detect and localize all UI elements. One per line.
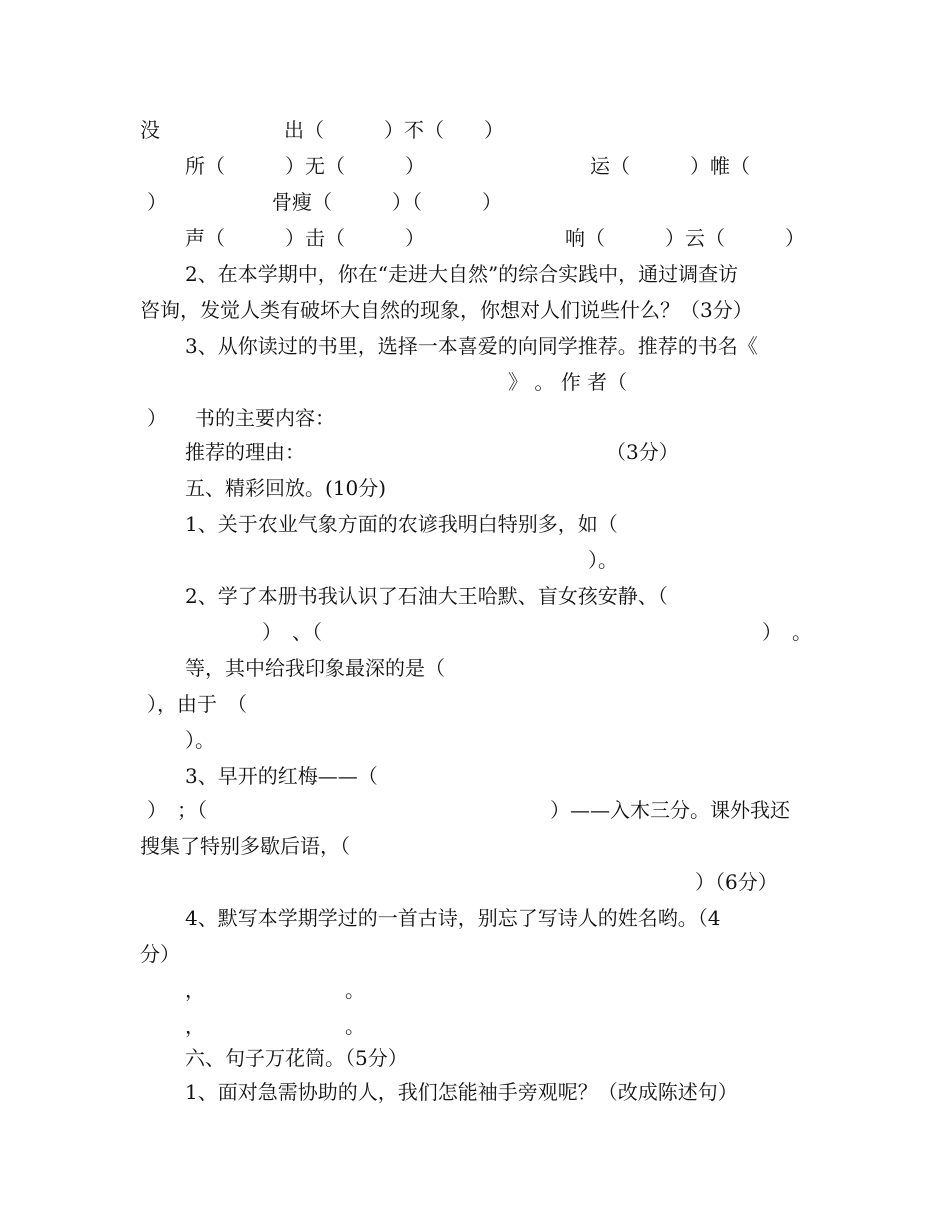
text-line: 分） <box>140 942 180 966</box>
text-line: ） 、（ <box>262 620 322 644</box>
text-line: 声（ ）击（ ） <box>185 226 425 250</box>
text-line: 2、学了本册书我认识了石油大王哈默、盲女孩安静、（ <box>185 584 668 608</box>
text-line: 3、从你读过的书里，选择一本喜爱的向同学推荐。推荐的书名《 <box>185 334 758 358</box>
text-line: 3、早开的红梅——（ <box>185 764 378 788</box>
text-line: 没 <box>140 118 160 142</box>
text-line: 1、关于农业气象方面的农谚我明白特别多，如（ <box>185 512 618 536</box>
text-line: 2、在本学期中，你在“走进大自然”的综合实践中，通过调查访 <box>185 262 739 286</box>
text-line: ）。 <box>588 548 618 572</box>
text-line: 。 <box>345 978 365 1002</box>
text-line: 。 <box>345 1014 365 1038</box>
text-line: ）。 <box>185 728 215 752</box>
text-line: 出（ ）不（ ） <box>284 118 504 142</box>
text-line: （3分） <box>606 440 679 464</box>
text-line: ） 。 <box>762 620 812 644</box>
text-line: 所（ ）无（ ） <box>185 154 425 178</box>
text-line: ） ；（ <box>147 798 207 822</box>
text-line: ）——入木三分。课外我还 <box>550 798 790 822</box>
text-line: 咨询，发觉人类有破坏大自然的现象，你想对人们说些什么？（3分） <box>140 298 753 322</box>
text-line: 4、默写本学期学过的一首古诗，别忘了写诗人的姓名哟。（4 <box>185 906 721 930</box>
section-heading: 五、精彩回放。(10分) <box>185 476 387 500</box>
text-line: ， <box>185 1014 205 1038</box>
text-line: 书的主要内容： <box>195 406 335 430</box>
text-line: ） <box>147 406 167 430</box>
section-heading: 六、句子万花筒。（5分） <box>185 1046 408 1070</box>
text-line: 运（ ）帷（ <box>590 154 750 178</box>
text-line: ）（6分） <box>695 870 778 894</box>
text-line: 骨瘦（ ）（ ） <box>272 190 502 214</box>
text-line: 推荐的理由： <box>185 440 305 464</box>
text-line: ），由于 （ <box>147 692 247 716</box>
text-line: ） <box>147 190 167 214</box>
text-line: 》 。 作 者（ <box>508 370 628 394</box>
text-line: ， <box>185 978 205 1002</box>
text-line: 搜集了特别多歇后语，（ <box>140 834 350 858</box>
text-line: 1、面对急需协助的人，我们怎能袖手旁观呢？（改成陈述句） <box>185 1080 738 1104</box>
text-line: 等，其中给我印象最深的是（ <box>185 656 445 680</box>
text-line: 响（ ）云（ ） <box>565 226 805 250</box>
